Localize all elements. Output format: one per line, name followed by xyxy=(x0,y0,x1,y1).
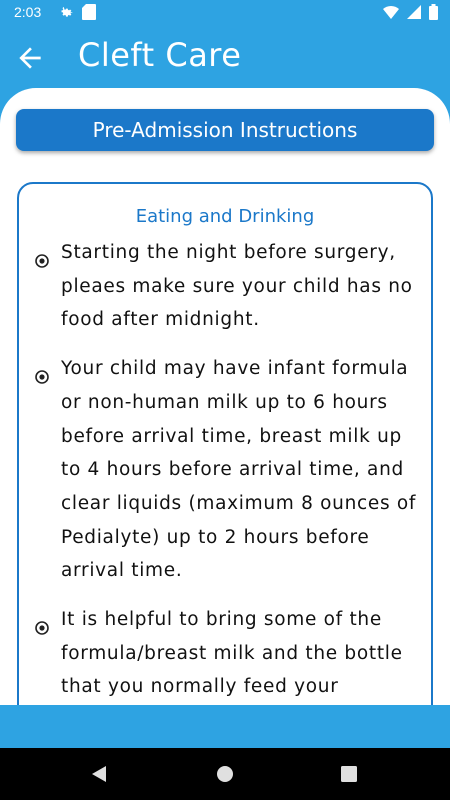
list-item xyxy=(35,236,421,337)
list-item-text: Your child may have infant formula or non-human milk up to 6 hours before arrival time, breast milk up to 4 hours before arrival time, and clear liquids (maximum 8 ounces of Pedialyte) up to 2 hours before arrival time. xyxy=(61,358,417,582)
system-nav-bar xyxy=(0,748,450,800)
list-item xyxy=(35,352,421,588)
battery-icon xyxy=(429,4,438,20)
nav-home-icon[interactable] xyxy=(216,765,234,787)
status-time: 2:03 xyxy=(14,4,42,20)
wifi-icon xyxy=(383,5,399,19)
list-item xyxy=(35,603,421,704)
status-bar xyxy=(0,0,450,24)
gear-icon xyxy=(58,4,74,20)
app-bar xyxy=(0,24,450,88)
section-title: Eating and Drinking xyxy=(135,206,315,227)
list-item-text: Starting the night before surgery, pleaes make sure your child has no food after midnight. xyxy=(61,242,413,331)
nav-back-icon[interactable] xyxy=(90,765,108,787)
list-item-text: It is helpful to bring some of the formula/breast milk and the bottle that you normally feed your xyxy=(61,609,403,698)
arrow-left-icon xyxy=(14,42,46,74)
pre-admission-header-button[interactable]: Pre-Admission Instructions xyxy=(16,109,434,151)
radio-bullet-icon xyxy=(35,362,49,396)
main-content[interactable] xyxy=(0,88,450,705)
signal-icon xyxy=(407,5,421,19)
radio-bullet-icon xyxy=(35,613,49,647)
back-button[interactable] xyxy=(14,42,46,74)
bottom-bar xyxy=(0,705,450,748)
instruction-list xyxy=(35,236,421,705)
instructions-card[interactable] xyxy=(17,182,433,705)
page-title: Cleft Care xyxy=(78,36,242,74)
radio-bullet-icon xyxy=(35,246,49,280)
nav-recents-icon[interactable] xyxy=(340,765,358,787)
sd-card-icon xyxy=(82,4,96,20)
